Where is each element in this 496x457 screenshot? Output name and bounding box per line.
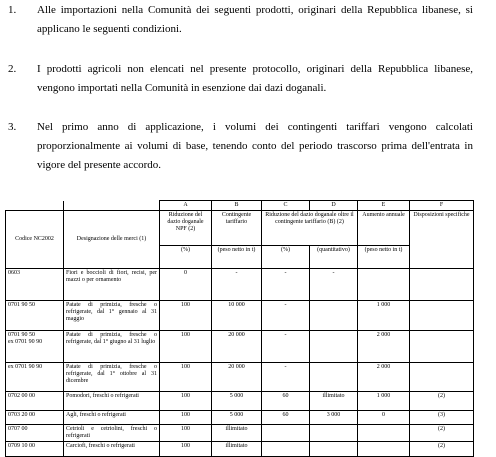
subheader-b: (peso netto in t) <box>212 246 262 269</box>
cell-c: - <box>262 331 310 363</box>
cell-b: 10 000 <box>212 301 262 331</box>
cell-e <box>358 442 410 457</box>
paragraph-number: 2. <box>8 63 17 75</box>
table-row <box>6 331 474 363</box>
cell-designation: Fiori e boccioli di fiori, recisi, per mazzi o per ornamento <box>64 269 160 301</box>
cell-c: - <box>262 269 310 301</box>
table-row <box>6 425 474 442</box>
cell-a: 100 <box>160 331 212 363</box>
cell-d <box>310 331 358 363</box>
cell-d <box>310 425 358 442</box>
cell-d: illimitato <box>310 392 358 411</box>
cell-f: (2) <box>410 425 474 442</box>
cell-b: - <box>212 269 262 301</box>
cell-e <box>358 269 410 301</box>
header-a: Riduzione del dazio doganale NPF (2) <box>160 211 212 246</box>
cell-d: - <box>310 269 358 301</box>
table-row <box>6 363 474 392</box>
paragraph-text: Nel primo anno di applicazione, i volumi dei contingenti tariffari vengono calcolati proporzionalmente ai volumi di base, tenendo conto del periodo trascorso prima dell'entrata in vigore del presente accordo. <box>37 121 473 171</box>
cell-b: 5 000 <box>212 392 262 411</box>
cell-a: 0 <box>160 269 212 301</box>
cell-e <box>358 425 410 442</box>
cell-designation: Patate di primizia, fresche o refrigerate, dal 1° ottobre al 31 dicembre <box>64 363 160 392</box>
cell-c <box>262 425 310 442</box>
cell-a: 100 <box>160 425 212 442</box>
cell-f <box>410 363 474 392</box>
cell-a: 100 <box>160 411 212 425</box>
subheader-d: (quantitativo) <box>310 246 358 269</box>
cell-f <box>410 331 474 363</box>
cell-b: 20 000 <box>212 331 262 363</box>
column-letter-row <box>6 201 474 211</box>
cell-f: (2) <box>410 442 474 457</box>
cell-code: 0603 <box>6 269 64 301</box>
column-letter-b: B <box>212 201 262 211</box>
paragraph-text: I prodotti agricoli non elencati nel presente protocollo, originari della Repubblica libanese, vengono importati nella Comunità in esenzione dai dazi doganali. <box>37 63 473 94</box>
column-letter-c: C <box>262 201 310 211</box>
header-f: Disposizioni specifiche <box>410 211 474 269</box>
header-e: Aumento annuale <box>358 211 410 246</box>
cell-a: 100 <box>160 442 212 457</box>
cell-code: ex 0701 90 90 <box>6 363 64 392</box>
column-letter-d: D <box>310 201 358 211</box>
subheader-a: (%) <box>160 246 212 269</box>
cell-code: 0702 00 00 <box>6 392 64 411</box>
cell-designation: Patate di primizia, fresche o refrigerate, dal 1° giugno al 31 luglio <box>64 331 160 363</box>
cell-d <box>310 363 358 392</box>
column-letter-a: A <box>160 201 212 211</box>
paragraph-text: Alle importazioni nella Comunità dei seguenti prodotti, originari della Repubblica libanese, si applicano le seguenti condizioni. <box>37 4 473 35</box>
cell-designation: Pomodori, freschi o refrigerati <box>64 392 160 411</box>
cell-b: illimitato <box>212 442 262 457</box>
cell-designation: Patate di primizia, fresche o refrigerate, dal 1° gennaio al 31 maggio <box>64 301 160 331</box>
paragraph-number: 3. <box>8 121 17 133</box>
cell-a: 100 <box>160 392 212 411</box>
cell-code: 0701 90 50 <box>6 301 64 331</box>
header-row <box>6 211 474 246</box>
cell-b: illimitato <box>212 425 262 442</box>
cell-c <box>262 442 310 457</box>
tariff-quota-table <box>5 200 474 457</box>
cell-d <box>310 442 358 457</box>
table-row <box>6 411 474 425</box>
cell-f <box>410 269 474 301</box>
cell-d: 3 000 <box>310 411 358 425</box>
cell-f: (3) <box>410 411 474 425</box>
header-code: Codice NC2002 <box>6 211 64 269</box>
cell-e: 1 000 <box>358 301 410 331</box>
cell-f: (2) <box>410 392 474 411</box>
cell-e: 1 000 <box>358 392 410 411</box>
cell-e: 2 000 <box>358 363 410 392</box>
cell-f <box>410 301 474 331</box>
header-designation: Designazione delle merci (1) <box>64 211 160 269</box>
table-row <box>6 269 474 301</box>
paragraph-number: 1. <box>8 4 17 16</box>
cell-c: 60 <box>262 411 310 425</box>
subheader-e: (peso netto in t) <box>358 246 410 269</box>
cell-b: 20 000 <box>212 363 262 392</box>
cell-designation: Carciofi, freschi o refrigerati <box>64 442 160 457</box>
table-row <box>6 442 474 457</box>
cell-a: 100 <box>160 301 212 331</box>
cell-designation: Agli, freschi o refrigerati <box>64 411 160 425</box>
column-letter-f: F <box>410 201 474 211</box>
subheader-c: (%) <box>262 246 310 269</box>
table-row <box>6 392 474 411</box>
cell-e: 2 000 <box>358 331 410 363</box>
cell-code: 0703 20 00 <box>6 411 64 425</box>
table-row <box>6 301 474 331</box>
cell-b: 5 000 <box>212 411 262 425</box>
cell-c: - <box>262 301 310 331</box>
header-b: Contingente tariffario <box>212 211 262 246</box>
cell-c: - <box>262 363 310 392</box>
cell-code: 0707 00 <box>6 425 64 442</box>
header-cd: Riduzione del dazio doganale oltre il contingente tariffario (B) (2) <box>262 211 358 246</box>
cell-code: 0709 10 00 <box>6 442 64 457</box>
cell-a: 100 <box>160 363 212 392</box>
cell-d <box>310 301 358 331</box>
cell-designation: Cetrioli e cetriolini, freschi o refrigerati <box>64 425 160 442</box>
cell-c: 60 <box>262 392 310 411</box>
cell-code: 0701 90 50 ex 0701 90 90 <box>6 331 64 363</box>
column-letter-e: E <box>358 201 410 211</box>
cell-e: 0 <box>358 411 410 425</box>
